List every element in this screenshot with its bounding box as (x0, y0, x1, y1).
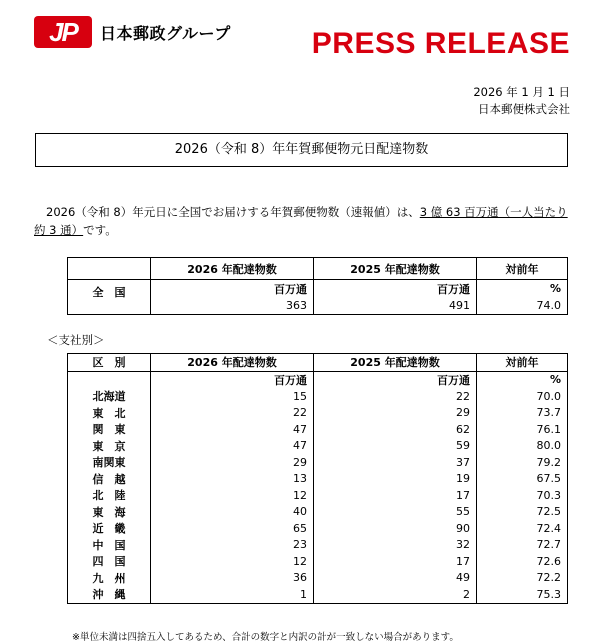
unit-ratio: % (477, 371, 568, 388)
value-2025: 55 (314, 504, 477, 521)
value-ratio: 80.0 (477, 438, 568, 455)
value-2026: 47 (151, 421, 314, 438)
value-2026: 29 (151, 454, 314, 471)
header-2026: 2026 年配達物数 (151, 354, 314, 372)
value-2026: 12 (151, 553, 314, 570)
value-2026: 22 (151, 405, 314, 422)
table-row (68, 570, 568, 587)
lead-highlight: 3 億 63 百万通（一人当たり約 3 通） (34, 205, 568, 237)
value-2025: 49 (314, 570, 477, 587)
branch-table (67, 353, 568, 604)
header-2026: 2026 年配達物数 (151, 258, 314, 280)
value-2026: 1 (151, 586, 314, 603)
value-2025: 62 (314, 421, 477, 438)
value-ratio: 72.6 (477, 553, 568, 570)
value-2025: 90 (314, 520, 477, 537)
region-name: 近 畿 (68, 520, 151, 537)
table-header-row (68, 354, 568, 372)
region-name: 北 陸 (68, 487, 151, 504)
region-name: 東 北 (68, 405, 151, 422)
header-region: 区 別 (68, 354, 151, 372)
units-row (68, 371, 568, 388)
value-2025: 17 (314, 553, 477, 570)
value-ratio: 75.3 (477, 586, 568, 603)
region-name: 東 京 (68, 438, 151, 455)
region-name: 四 国 (68, 553, 151, 570)
table-row (68, 553, 568, 570)
region-name: 南関東 (68, 454, 151, 471)
value-2025: 37 (314, 454, 477, 471)
date-block (473, 84, 570, 118)
region-name: 九 州 (68, 570, 151, 587)
value-ratio: 73.7 (477, 405, 568, 422)
unit-2026: 百万通 (151, 371, 314, 388)
value-2026: 15 (151, 388, 314, 405)
region-name: 関 東 (68, 421, 151, 438)
value-2026: 23 (151, 537, 314, 554)
value-2025: 491 (314, 297, 477, 315)
value-2025: 22 (314, 388, 477, 405)
value-2026: 40 (151, 504, 314, 521)
value-2026: 65 (151, 520, 314, 537)
region-name: 信 越 (68, 471, 151, 488)
value-2026: 363 (151, 297, 314, 315)
value-ratio: 72.5 (477, 504, 568, 521)
header-blank (68, 258, 151, 280)
footnote: ※単位未満は四捨五入してあるため、合計の数字と内訳の計が一致しない場合があります。 (72, 632, 459, 643)
table-row (68, 438, 568, 455)
company-logo (34, 16, 231, 48)
release-date: 2026 年 1 月 1 日 (473, 85, 570, 99)
press-release-heading: PRESS RELEASE (311, 27, 570, 60)
table-row (68, 537, 568, 554)
value-2026: 47 (151, 438, 314, 455)
value-2026: 12 (151, 487, 314, 504)
units-row (68, 280, 568, 298)
region-name: 中 国 (68, 537, 151, 554)
table-row (68, 388, 568, 405)
lead-text-end: です。 (83, 223, 117, 237)
value-ratio: 72.2 (477, 570, 568, 587)
value-2025: 32 (314, 537, 477, 554)
value-ratio: 70.0 (477, 388, 568, 405)
jp-logo-mark: JP (34, 16, 92, 48)
value-2026: 36 (151, 570, 314, 587)
header-ratio: 対前年 (477, 354, 568, 372)
value-2025: 19 (314, 471, 477, 488)
table-row (68, 471, 568, 488)
value-ratio: 72.4 (477, 520, 568, 537)
table-row (68, 487, 568, 504)
table-row (68, 520, 568, 537)
value-ratio: 70.3 (477, 487, 568, 504)
unit-2025: 百万通 (314, 371, 477, 388)
region-name: 東 海 (68, 504, 151, 521)
value-ratio: 74.0 (477, 297, 568, 315)
value-2025: 29 (314, 405, 477, 422)
unit-2026: 百万通 (151, 280, 314, 298)
table-row (68, 454, 568, 471)
lead-paragraph (34, 203, 579, 239)
unit-ratio: % (477, 280, 568, 298)
header-2025: 2025 年配達物数 (314, 258, 477, 280)
unit-blank (68, 371, 151, 388)
value-2025: 2 (314, 586, 477, 603)
lead-text: 2026（令和 8）年元日に全国でお届けする年賀郵便物数（速報値）は、 (46, 205, 420, 219)
header-ratio: 対前年 (477, 258, 568, 280)
company-name: 日本郵政グループ (100, 23, 231, 43)
value-ratio: 79.2 (477, 454, 568, 471)
table-row (68, 421, 568, 438)
region-name: 沖 縄 (68, 586, 151, 603)
issuer-name: 日本郵便株式会社 (478, 102, 570, 116)
national-table (67, 257, 568, 315)
value-2026: 13 (151, 471, 314, 488)
unit-2025: 百万通 (314, 280, 477, 298)
region-name: 北海道 (68, 388, 151, 405)
value-ratio: 72.7 (477, 537, 568, 554)
value-ratio: 76.1 (477, 421, 568, 438)
table-header-row (68, 258, 568, 280)
header-2025: 2025 年配達物数 (314, 354, 477, 372)
branch-section-label: ＜支社別＞ (47, 333, 105, 347)
document-title: 2026（令和 8）年年賀郵便物元日配達物数 (35, 133, 568, 167)
table-row (68, 504, 568, 521)
value-2025: 17 (314, 487, 477, 504)
value-ratio: 67.5 (477, 471, 568, 488)
table-row (68, 405, 568, 422)
table-row (68, 586, 568, 603)
national-label: 全 国 (68, 280, 151, 315)
value-2025: 59 (314, 438, 477, 455)
